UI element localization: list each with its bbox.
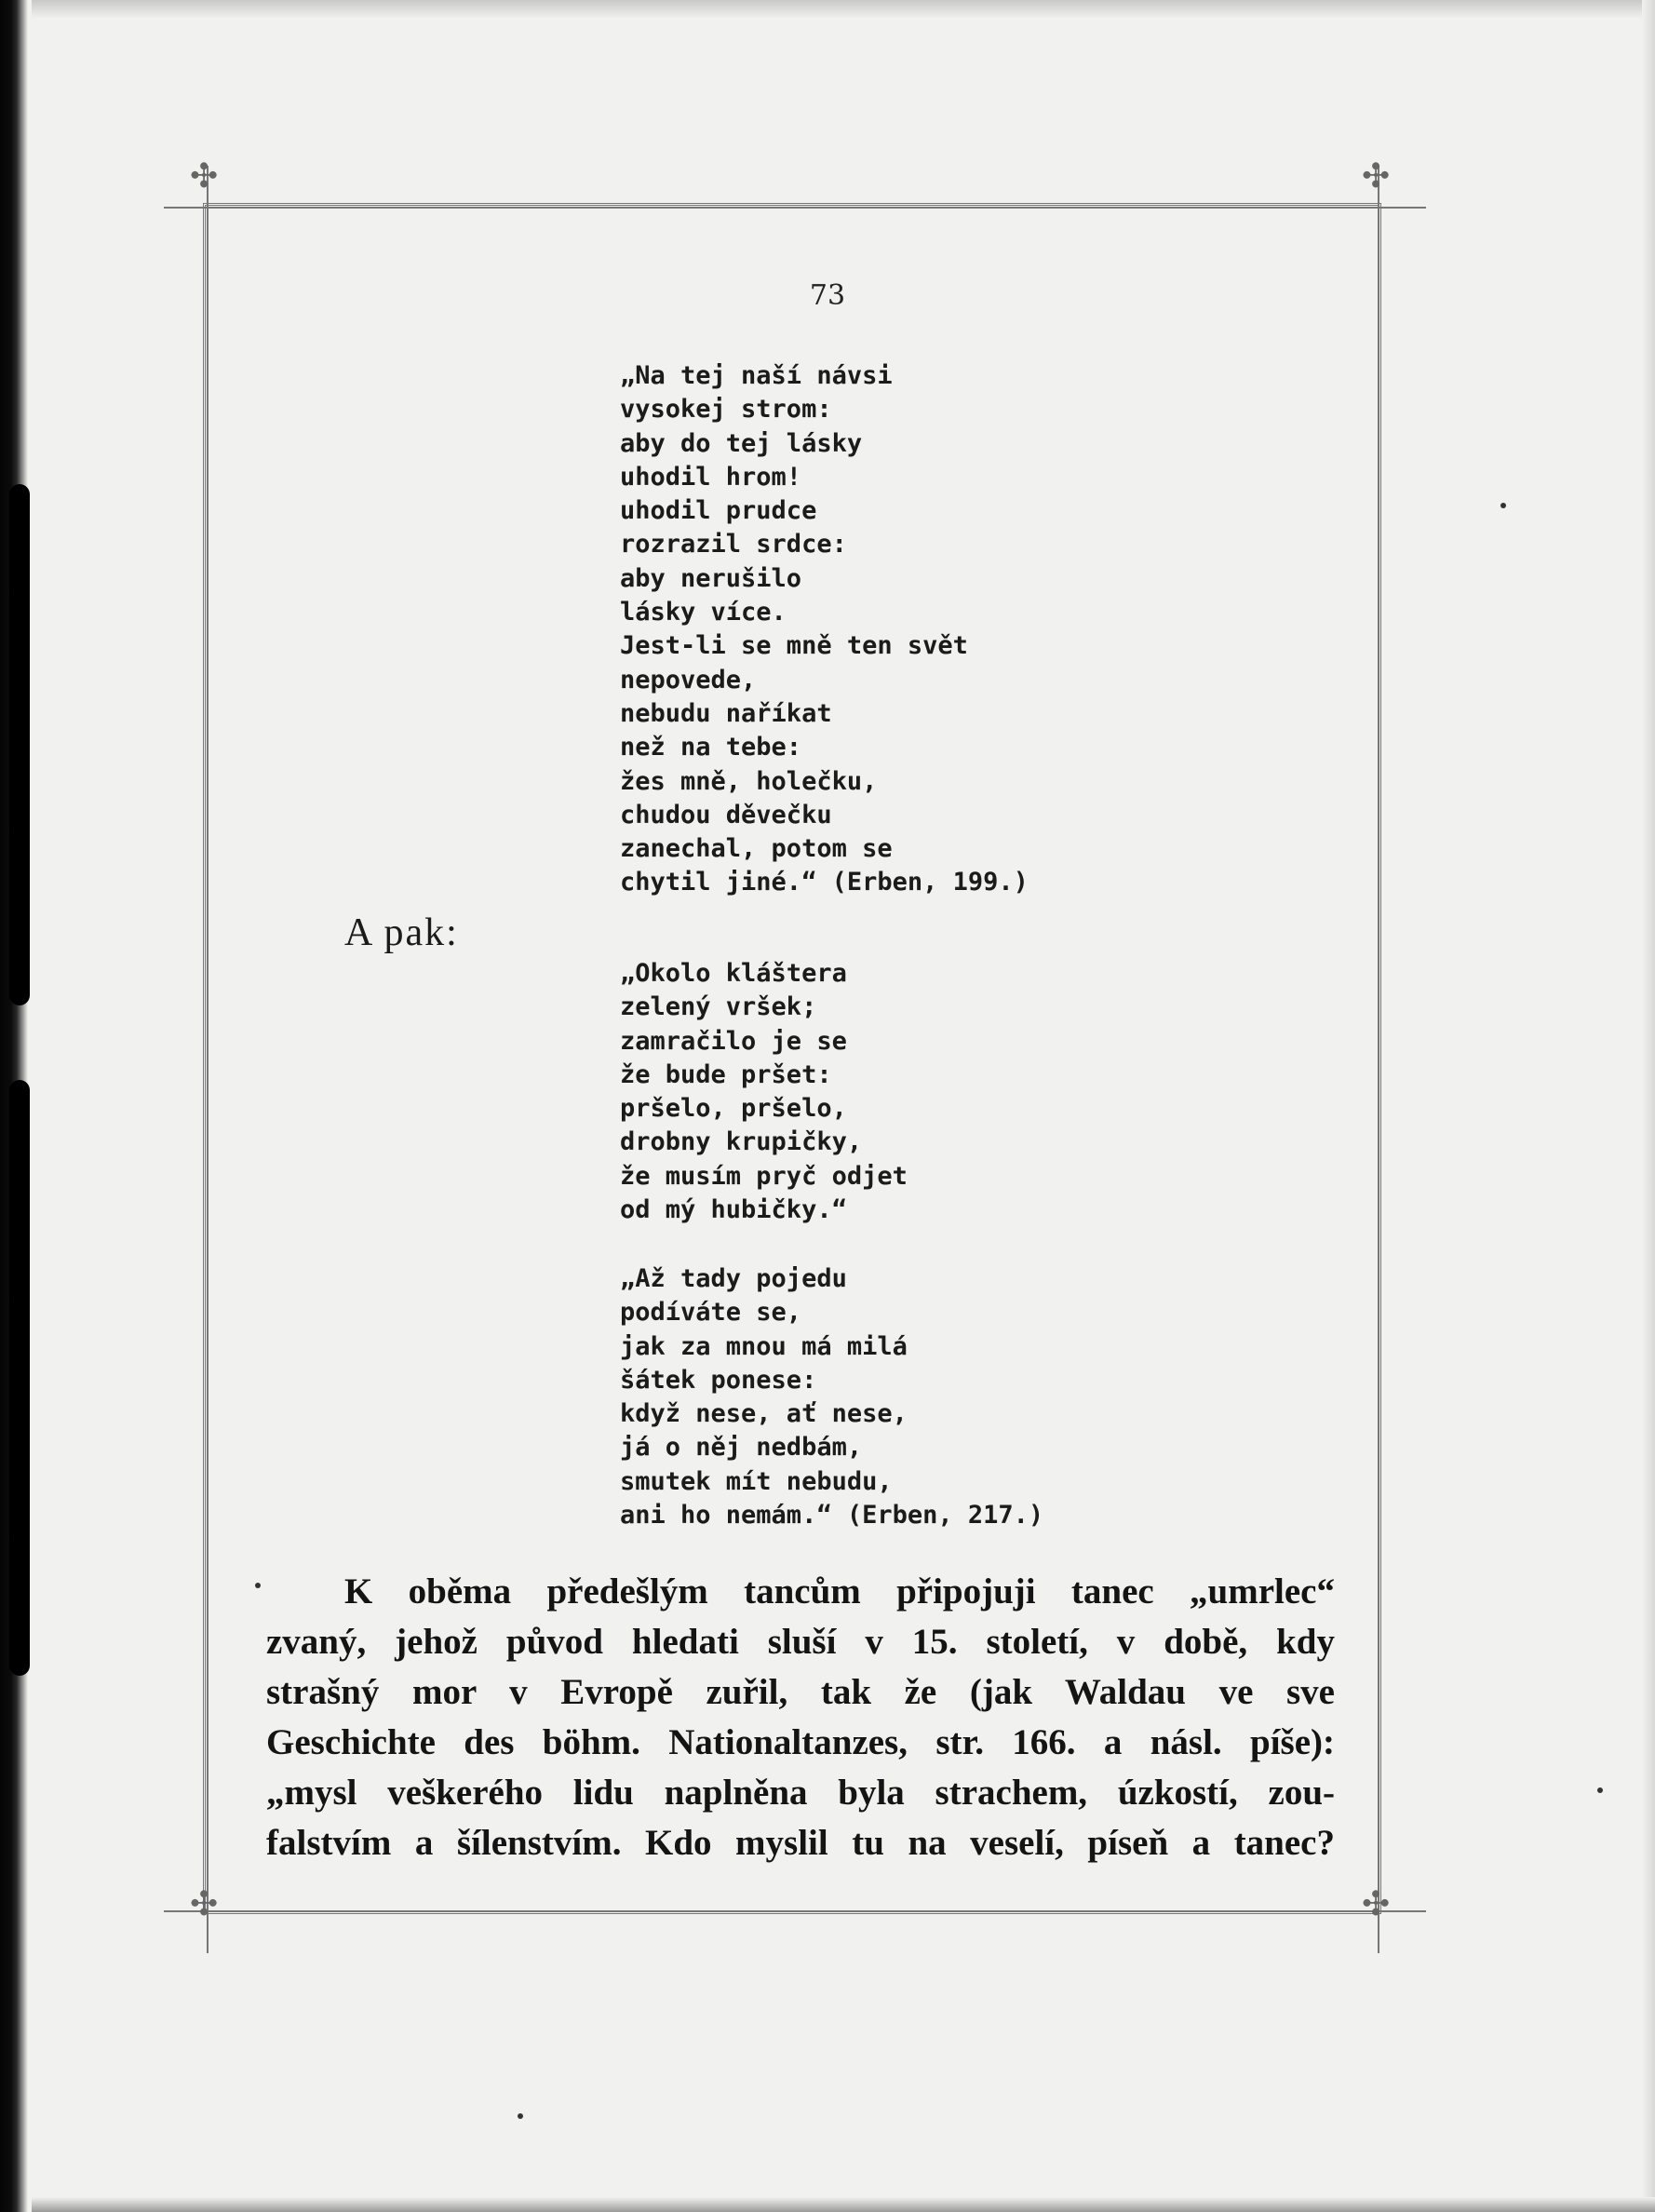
verse-line: lásky více. <box>620 598 787 627</box>
verse-line: drobny krupičky, <box>620 1127 863 1157</box>
verse-line: vysokej strom: <box>620 395 832 425</box>
verse-line: chudou děvečku <box>620 800 832 830</box>
corner-ornament-icon: ✣ <box>190 1885 219 1923</box>
paragraph-line: Geschichte des böhm. Nationaltanzes, str. 166. a násl. píše): <box>266 1722 1335 1762</box>
verse-line: než na tebe: <box>620 733 802 762</box>
verse-block-3 <box>620 1262 1043 1532</box>
verse-line: „Až tady pojedu <box>620 1264 847 1293</box>
corner-ornament-icon: ✣ <box>190 157 219 196</box>
verse-line: že bude pršet: <box>620 1059 832 1089</box>
verse-line: chytil jiné.“ (Erben, 199.) <box>620 868 1029 897</box>
verse-line: podíváte se, <box>620 1298 802 1328</box>
verse-line: že musím pryč odjet <box>620 1161 908 1191</box>
verse-line: zelený vršek; <box>620 992 817 1022</box>
verse-line: aby do tej lásky <box>620 428 863 458</box>
page-right-shadow <box>1642 0 1655 2212</box>
verse-line: zamračilo je se <box>620 1026 847 1056</box>
body-paragraph <box>266 1567 1335 1868</box>
verse-block-2 <box>620 957 908 1227</box>
frame-extension-right <box>1378 166 1379 1953</box>
verse-line: jak za mnou má milá <box>620 1331 908 1361</box>
verse-line: žes mně, holečku, <box>620 766 878 796</box>
paragraph-line: K oběma předešlým tancům připojuji tanec „umrlec“ <box>344 1571 1335 1612</box>
page-bottom-shadow <box>0 2197 1655 2212</box>
print-speck <box>255 1583 261 1588</box>
frame-extension-left <box>207 166 209 1953</box>
intro-label: A pak: <box>344 911 459 954</box>
page-number: 73 <box>809 279 846 312</box>
frame-extension-bottom <box>164 1910 1426 1912</box>
verse-block-1 <box>620 359 1029 900</box>
verse-line: zanechal, potom se <box>620 834 893 864</box>
verse-line: šátek ponese: <box>620 1365 817 1395</box>
verse-line: já o něj nedbám, <box>620 1433 863 1463</box>
verse-line: když nese, ať nese, <box>620 1399 908 1429</box>
verse-line: Jest-li se mně ten svět <box>620 631 968 661</box>
verse-line: „Na tej naší návsi <box>620 361 893 390</box>
verse-line: pršelo, pršelo, <box>620 1094 847 1124</box>
paragraph-line: strašný mor v Evropě zuřil, tak že (jak Waldau ve sve <box>266 1672 1335 1712</box>
verse-line: uhodil prudce <box>620 496 817 526</box>
print-speck <box>1500 503 1506 508</box>
verse-line: aby nerušilo <box>620 563 802 593</box>
verse-line: nebudu naříkat <box>620 698 832 728</box>
verse-line: nepovede, <box>620 665 757 695</box>
verse-line: „Okolo kláštera <box>620 959 847 988</box>
print-speck <box>1597 1787 1603 1793</box>
verse-line: od mý hubičky.“ <box>620 1195 847 1225</box>
paragraph-line: falstvím a šílenstvím. Kdo myslil tu na veselí, píseň a tanec? <box>266 1823 1335 1863</box>
verse-line: rozrazil srdce: <box>620 530 847 560</box>
verse-line: ani ho nemám.“ (Erben, 217.) <box>620 1501 1044 1531</box>
binding-curl <box>9 484 30 1005</box>
corner-ornament-icon: ✣ <box>1362 157 1391 196</box>
binding-curl <box>9 1080 30 1676</box>
print-speck <box>518 2113 523 2119</box>
paragraph-line: zvaný, jehož původ hledati sluší v 15. století, v době, kdy <box>266 1622 1335 1662</box>
verse-line: uhodil hrom! <box>620 462 802 492</box>
page-top-shadow <box>0 0 1655 19</box>
corner-ornament-icon: ✣ <box>1362 1885 1391 1923</box>
paragraph-line: „mysl veškerého lidu naplněna byla strachem, úzkostí, zou- <box>266 1773 1335 1813</box>
verse-line: smutek mít nebudu, <box>620 1466 893 1496</box>
frame-extension-top <box>164 207 1426 209</box>
